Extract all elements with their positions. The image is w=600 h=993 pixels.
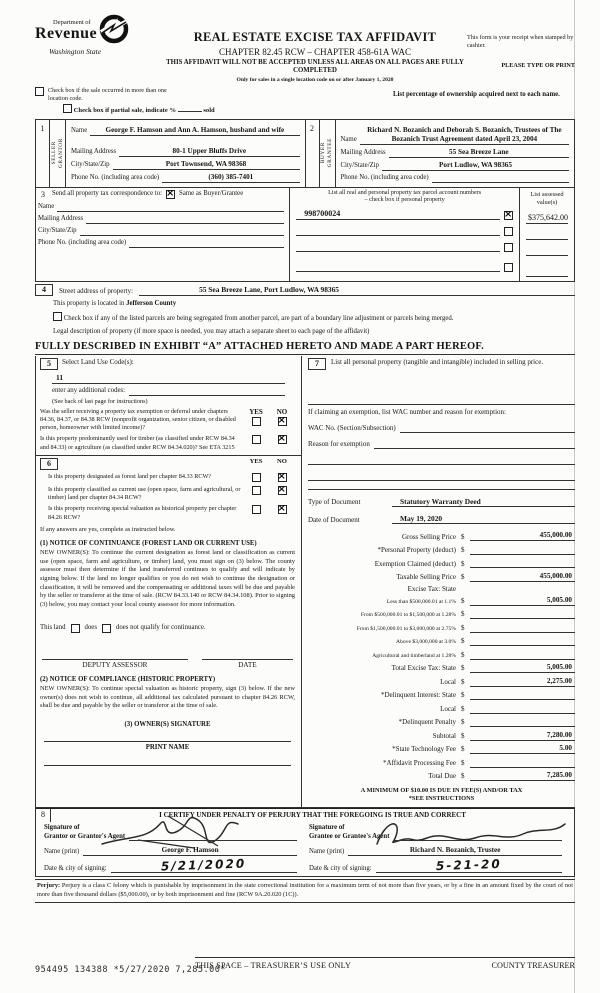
tier-4-field[interactable] xyxy=(470,636,575,646)
total-excise-state-label: Total Excise Tax: State xyxy=(391,664,456,673)
buyer-side-label-2: GRANTEE xyxy=(327,138,333,168)
buyer-city-field[interactable]: Port Ludlow, WA 98365 xyxy=(382,161,569,171)
tier-1-label: Less than $500,000.01 at 1.1% xyxy=(386,598,456,605)
form-warning: THIS AFFIDAVIT WILL NOT BE ACCEPTED UNLESS ALL AREAS ON ALL PAGES ARE FULLY COMPLETED xyxy=(166,58,464,75)
seller-side-label-2: GRANTOR xyxy=(57,137,64,169)
exemption-claimed-label: Exemption Claimed (deduct) xyxy=(374,559,456,568)
question-5-2: Is this property predominantly used for timber (as classified under RCW 84.34 and 84.33) or agriculture (as classified under RCW 84.34.020)? See ETA 3215 xyxy=(40,435,235,451)
seller-side-label-1: SELLER xyxy=(50,141,57,165)
parties-box xyxy=(35,119,575,188)
tax-correspondence-section xyxy=(35,188,575,282)
street-address-section xyxy=(35,284,575,356)
buyer-side-label-1: BUYER xyxy=(320,142,327,164)
checkbox-multi-location[interactable] xyxy=(35,87,44,96)
total-excise-local-label: Local xyxy=(440,677,456,686)
corr-name-label: Name xyxy=(38,203,55,211)
subtotal-field[interactable]: 7,280.00 xyxy=(470,731,575,741)
land-use-column xyxy=(35,356,301,807)
question-5-1: Was the seller receiving a property tax exemption or deferral under chapters 84.36, 84.37, or 84.38 RCW (nonprofit organization, senior citizen, or disabled person, homeowner with limited income)? xyxy=(40,408,236,432)
checkbox-5-2-yes[interactable] xyxy=(252,435,261,444)
legal-description-value[interactable]: FULLY DESCRIBED IN EXHIBIT “A” ATTACHED HERETO AND MADE A PART HEREOF. xyxy=(35,340,575,355)
buyer-phone-label: Phone No. (including area code) xyxy=(340,174,429,182)
affidavit-processing-fee-label: *Affidavit Processing Fee xyxy=(383,758,456,767)
checkbox-6-2-yes[interactable] xyxy=(252,486,261,495)
exemption-block xyxy=(308,404,575,481)
tax-computation-column xyxy=(301,356,575,807)
parcel-field-4[interactable] xyxy=(296,262,500,272)
grantor-signature-of-label: Signature of xyxy=(44,824,80,832)
minimum-due-note: A MINIMUM OF $10.00 IS DUE IN FEE(S) AND/OR TAX xyxy=(360,787,523,795)
type-of-document-label: Type of Document xyxy=(308,498,361,507)
dor-logo xyxy=(35,8,163,56)
corr-city-field[interactable] xyxy=(80,227,285,236)
seller-city-label: City/State/Zip xyxy=(71,161,110,169)
legal-description-label: Legal description of property (if more space is needed, you may attach a separate sheet to each page of the affidavit) xyxy=(53,327,370,335)
print-name-label: PRINT NAME xyxy=(145,744,190,752)
buyer-section xyxy=(305,120,575,187)
seller-section xyxy=(36,120,305,187)
checkbox-6-1-no[interactable] xyxy=(278,473,287,482)
land-use-code-field[interactable]: 11 xyxy=(52,373,285,383)
grantor-date-label: Date & city of signing: xyxy=(44,864,107,872)
checkbox-6-3-yes[interactable] xyxy=(252,505,261,514)
checkbox-5-1-no[interactable] xyxy=(278,417,287,426)
section-2-number: 2 xyxy=(306,120,320,187)
form-only-note: Only for sales in a single location code on or after January 1, 2020 xyxy=(236,76,394,83)
grantee-signature-of-label: Signature of xyxy=(309,824,345,832)
logo-state-text: Washington State xyxy=(49,46,102,56)
please-type-note: PLEASE TYPE OR PRINT xyxy=(501,61,575,69)
section-4-number: 4 xyxy=(35,284,53,296)
tier-2-label: From $500,000.01 to $1,500,000 at 1.28% xyxy=(360,612,456,619)
tier-4-label: Above $3,000,000 at 3.0% xyxy=(396,639,456,646)
assessed-value-header: List assessed value(s) xyxy=(530,190,564,206)
reason-exemption-label: Reason for exemption xyxy=(308,440,370,449)
owner-printname-line[interactable] xyxy=(44,765,291,766)
additional-codes-label: enter any additional codes: xyxy=(52,387,126,395)
notice-compliance-body: NEW OWNER(S): To continue special valuation as historic property, sign (3) below. If the new owner(s) does not wish to continue, all additional tax calculated pursuant to chapter 84.26 RCW, shall be due and payable by the seller or transferor at the time of sale. xyxy=(40,685,295,710)
taxable-selling-price-field[interactable]: 455,000.00 xyxy=(470,572,575,582)
yes-header-6: YES xyxy=(249,457,263,465)
partial-sale-sold-label: sold xyxy=(203,107,215,115)
owner-signature-line[interactable] xyxy=(44,741,291,742)
grantor-signature-line[interactable] xyxy=(129,830,297,841)
reason-exemption-field-2[interactable] xyxy=(308,455,575,465)
same-as-buyer-label: Same as Buyer/Grantee xyxy=(179,189,244,197)
form-subtitle: CHAPTER 82.45 RCW – CHAPTER 458-61A WAC xyxy=(219,46,411,57)
grantee-date-field[interactable]: 5-21-20 xyxy=(376,861,562,873)
street-address-field[interactable]: 55 Sea Breeze Lane, Port Ludlow, WA 98365 xyxy=(139,285,575,295)
grantee-agent-label: Grantee or Grantee's Agent xyxy=(309,832,390,840)
see-instructions-note: *SEE INSTRUCTIONS xyxy=(408,795,475,803)
treasurer-footer xyxy=(0,957,575,975)
assessed-value-1[interactable]: $375,642.00 xyxy=(528,212,568,222)
subtotal-label: Subtotal xyxy=(432,731,456,740)
total-excise-state-field[interactable]: 5,005.00 xyxy=(470,663,575,673)
receipt-note: This form is your receipt when stamped by cashier. xyxy=(467,34,574,49)
buyer-address-field[interactable]: 55 Sea Breeze Lane xyxy=(389,148,569,158)
seller-address-field[interactable]: 80-1 Upper Bluffs Drive xyxy=(119,147,299,157)
land-use-code-label: Select Land Use Code(s): xyxy=(62,358,134,367)
does-not-label: does not qualify for continuance. xyxy=(115,623,206,631)
grantor-agent-label: Grantor or Grantor's Agent xyxy=(44,832,126,840)
additional-codes-field[interactable] xyxy=(129,387,285,396)
located-county-value: Jefferson County xyxy=(126,299,177,307)
owner-signature-label: (3) OWNER(S) SIGNATURE xyxy=(124,720,211,728)
tier-1-field[interactable]: 5,005.00 xyxy=(470,596,575,606)
personal-property-label: List all personal property (tangible and intangible) included in selling price. xyxy=(331,358,544,367)
deputy-assessor-line[interactable]: DEPUTY ASSESSOR xyxy=(42,659,188,670)
no-header: NO xyxy=(276,408,288,417)
seller-name-field[interactable]: George F. Hamson and Ann A. Hamson, husband and wife xyxy=(90,126,299,136)
taxable-selling-price-label: Taxable Selling Price xyxy=(396,573,456,582)
delinquent-interest-local-label: Local xyxy=(440,704,456,713)
checkbox-6-1-yes[interactable] xyxy=(252,473,261,482)
tier-5-label: Agricultural and timberland at 1.28% xyxy=(372,652,456,659)
checkbox-personal-property-2[interactable] xyxy=(504,227,513,236)
tier-2-field[interactable] xyxy=(470,609,575,619)
checkbox-partial-sale[interactable] xyxy=(63,104,72,113)
delinquent-interest-state-label: *Delinquent Interest: State xyxy=(380,691,456,700)
parcel-field-1[interactable]: 998700024 xyxy=(296,209,500,220)
corr-phone-label: Phone No. (including area code) xyxy=(38,239,127,247)
street-address-label: Street address of property: xyxy=(59,286,134,295)
partial-sale-label: Check box if partial sale, indicate % xyxy=(73,107,177,115)
county-treasurer-label: COUNTY TREASURER xyxy=(491,960,575,970)
no-header-6: NO xyxy=(277,457,287,465)
state-technology-fee-label: *State Technology Fee xyxy=(392,745,456,754)
seller-city-field[interactable]: Port Townsend, WA 98368 xyxy=(113,160,300,170)
total-excise-local-field[interactable]: 2,275.00 xyxy=(470,677,575,687)
dor-swirl-icon xyxy=(99,14,129,47)
reason-exemption-field[interactable] xyxy=(374,439,575,449)
section-6-number: 6 xyxy=(40,458,58,470)
certification-section xyxy=(35,808,575,877)
partial-sale-percent-field[interactable] xyxy=(178,104,202,112)
ownership-note: List percentage of ownership acquired next to each name. xyxy=(393,90,560,98)
notice-continuance-title: (1) NOTICE OF CONTINUANCE (FOREST LAND OR CURRENT USE) xyxy=(40,539,257,547)
grantor-name-print-field[interactable]: George F. Hamson xyxy=(83,846,297,856)
grantor-name-print-label: Name (print) xyxy=(44,847,80,855)
personal-property-deduct-field[interactable] xyxy=(470,545,575,555)
question-6-3: Is this property receiving special valuation as historical property per chapter 84.26 RCW? xyxy=(48,505,237,521)
section-1-number: 1 xyxy=(36,120,50,187)
checkbox-6-2-no[interactable] xyxy=(278,486,287,495)
grantee-date-label: Date & city of signing: xyxy=(309,864,372,872)
perjury-body: Perjury is a class C felony which is punishable by imprisonment in the state correctional institution for a maximum term of not more than five years, or by a fine in an amount fixed by the court of not more than five thousand dollars ($5,000.00), or by both imprisonment and fine (RCW 9A.20.020 (1C)). xyxy=(37,882,573,898)
exemption-claimed-field[interactable] xyxy=(470,558,575,568)
seller-address-label: Mailing Address xyxy=(71,148,117,156)
deputy-date-line[interactable]: DATE xyxy=(202,659,293,670)
grantee-signature-line[interactable] xyxy=(393,830,562,841)
parcel-field-2[interactable] xyxy=(296,226,500,236)
grantee-name-print-label: Name (print) xyxy=(309,847,345,855)
reason-exemption-field-3[interactable] xyxy=(308,471,575,481)
checkbox-land-does[interactable] xyxy=(71,624,80,633)
state-technology-fee-field[interactable]: 5.00 xyxy=(470,744,575,754)
checkbox-5-2-no[interactable] xyxy=(278,435,287,444)
question-6-2: Is this property classified as current use (open space, farm and agricultural, or timber) land per chapter 84.34 RCW? xyxy=(48,486,241,502)
assessed-value-3[interactable] xyxy=(526,246,568,256)
checkbox-land-does-not[interactable] xyxy=(102,624,111,633)
checkbox-personal-property-4[interactable] xyxy=(504,263,513,272)
parcel-header-line2: – check box if personal property xyxy=(364,196,445,203)
personal-property-deduct-label: *Personal Property (deduct) xyxy=(377,546,456,555)
section-5-number: 5 xyxy=(40,358,58,370)
checkbox-6-3-no[interactable] xyxy=(278,505,287,514)
checkbox-segregated[interactable] xyxy=(53,312,62,321)
parcel-header-line1: List all real and personal property tax parcel account numbers xyxy=(328,188,482,196)
assessed-value-2[interactable] xyxy=(526,230,568,240)
question-6-1: Is this property designated as forest land per chapter 84.33 RCW? xyxy=(48,472,212,480)
seller-phone-field[interactable]: (360) 385-7401 xyxy=(162,173,299,183)
if-yes-note: If any answers are yes, complete as instructed below. xyxy=(40,525,176,533)
form-title: REAL ESTATE EXCISE TAX AFFIDAVIT xyxy=(193,30,437,44)
tier-3-field[interactable] xyxy=(470,623,575,633)
send-correspondence-label: Send all property tax correspondence to: xyxy=(52,189,163,197)
treasurer-space-label: THIS SPACE – TREASURER’S USE ONLY xyxy=(195,960,352,970)
seller-name-label: Name xyxy=(71,127,88,135)
grantee-name-print-field[interactable]: Richard N. Bozanich, Trustee xyxy=(348,846,562,856)
checkbox-personal-property-1[interactable] xyxy=(504,211,513,220)
certify-statement: I CERTIFY UNDER PENALTY OF PERJURY THAT THE FOREGOING IS TRUE AND CORRECT xyxy=(159,811,466,820)
logo-revenue-text: Revenue xyxy=(35,25,98,43)
delinquent-penalty-field[interactable] xyxy=(470,717,575,727)
corr-name-field[interactable] xyxy=(57,203,284,212)
assessed-value-4[interactable] xyxy=(526,267,568,277)
perjury-label: Perjury: xyxy=(37,882,61,890)
notice-compliance-title: (2) NOTICE OF COMPLIANCE (HISTORIC PROPERTY) xyxy=(40,675,216,683)
perjury-notice xyxy=(35,879,575,903)
affidavit-processing-fee-field[interactable] xyxy=(470,758,575,768)
section-3-number: 3 xyxy=(41,189,45,199)
corr-city-label: City/State/Zip xyxy=(38,227,77,235)
corr-address-label: Mailing Address xyxy=(38,215,84,223)
total-due-field[interactable]: 7,285.00 xyxy=(470,771,575,781)
delinquent-interest-state-field[interactable] xyxy=(470,690,575,700)
located-in-label: This property is located in xyxy=(53,299,125,307)
this-land-label: This land xyxy=(40,623,66,631)
section-8-number: 8 xyxy=(36,809,51,822)
excise-tax-state-header: Excise Tax: State xyxy=(407,584,456,593)
buyer-name-label: Name xyxy=(340,136,357,144)
multi-location-label: Check box if the sale occurred in more than one location code. xyxy=(48,86,167,102)
exemption-claim-label: If claiming an exemption, list WAC number and reason for exemption: xyxy=(308,408,506,417)
buyer-city-label: City/State/Zip xyxy=(340,162,380,170)
checkbox-5-1-yes[interactable] xyxy=(252,417,261,426)
gross-selling-price-field[interactable]: 455,000.00 xyxy=(470,531,575,541)
buyer-name-field[interactable]: Richard N. Bozanich and Deborah S. Bozanich, Trustees of The Bozanich Trust Agreement dated April 23, 2004 xyxy=(360,126,569,145)
date-of-document-field[interactable]: May 19, 2020 xyxy=(392,514,575,524)
tier-5-field[interactable] xyxy=(470,650,575,660)
buyer-address-label: Mailing Address xyxy=(340,149,386,157)
see-back-note: (See back of last page for instructions) xyxy=(52,397,148,405)
checkbox-same-as-buyer[interactable] xyxy=(166,190,175,199)
total-due-label: Total Due xyxy=(428,772,456,781)
parcel-field-3[interactable] xyxy=(296,242,500,252)
wac-number-field[interactable] xyxy=(400,423,575,433)
notice-continuance-body: NEW OWNER(S): To continue the current designation as forest land or classification as current use (open space, farm and agriculture, or timber) land, you must sign on (3) below. The county assessor must then determine if the land transferred continues to qualify and will indicate by signing below. If the land no longer qualifies or you do not wish to continue the designation or classification, it will be removed and the compensating or additional taxes will be due and payable by the seller or transferor at the time of sale. (RCW 84.33.140 or RCW 84.34.108). Prior to signing (3) below, you may contact your local county assessor for more information. xyxy=(40,549,295,608)
buyer-phone-field[interactable] xyxy=(432,174,569,183)
segregated-label: Check box if any of the listed parcels are being segregated from another parcel, are part of a boundary line adjustment or parcels being merged. xyxy=(63,315,454,323)
seller-phone-label: Phone No. (including area code) xyxy=(71,174,160,182)
corr-address-field[interactable] xyxy=(86,215,284,224)
document-block: Type of Document Statutory Warranty Deed Date of Document May 19, 2020 Gross Selling Price $ 455,000.00 *Personal Property (deduct) $ Exemption Claimed (deduct) $ Taxable Selling Price $ 455,000.00 Excise Tax: State Less than $500,000.01 at 1.1% $ 5,005.00 From $500,000.01 to $1,500,000 at 1.28% $ From $1,500,000.01 to $3,000,000 at 2.75% $ Above $3,000,000 at 3.0% $ Agricultural and timberland at 1.28% $ Total Excise Tax: State $ 5,005.00 Local $ 2,275.00 *Delinquent Interest: State $ Local $ *Delinquent Penalty $ Subtotal $ 7,280.00 *State Technology Fee $ 5.00 *Affidavit Processing Fee $ Total Due $ 7,285.00 A MINIMUM OF $10.00 IS DUE IN FEE(S) AND/OR TAX *SEE INSTRUCTIONS xyxy=(308,489,575,803)
does-label: does xyxy=(84,623,97,631)
delinquent-interest-local-field[interactable] xyxy=(470,704,575,714)
tier-3-label: From $1,500,000.01 to $3,000,000 at 2.75% xyxy=(356,625,456,632)
type-of-document-field[interactable]: Statutory Warranty Deed xyxy=(392,497,575,507)
corr-phone-field[interactable] xyxy=(129,239,284,248)
section-7-number: 7 xyxy=(308,358,326,370)
logo-dept-text: Department of xyxy=(53,19,91,27)
wac-number-label: WAC No. (Section/Subsection) xyxy=(308,424,396,433)
form-header xyxy=(35,8,575,84)
gross-selling-price-label: Gross Selling Price xyxy=(401,532,456,541)
date-of-document-label: Date of Document xyxy=(308,515,360,524)
grantor-date-field[interactable]: 5/21/2020 xyxy=(111,861,297,873)
delinquent-penalty-label: *Delinquent Penalty xyxy=(398,718,456,727)
yes-header: YES xyxy=(249,408,263,417)
checkbox-personal-property-3[interactable] xyxy=(504,243,513,252)
cashier-stamp: 954495 134388 *5/27/2020 7,285.00* xyxy=(35,964,226,975)
